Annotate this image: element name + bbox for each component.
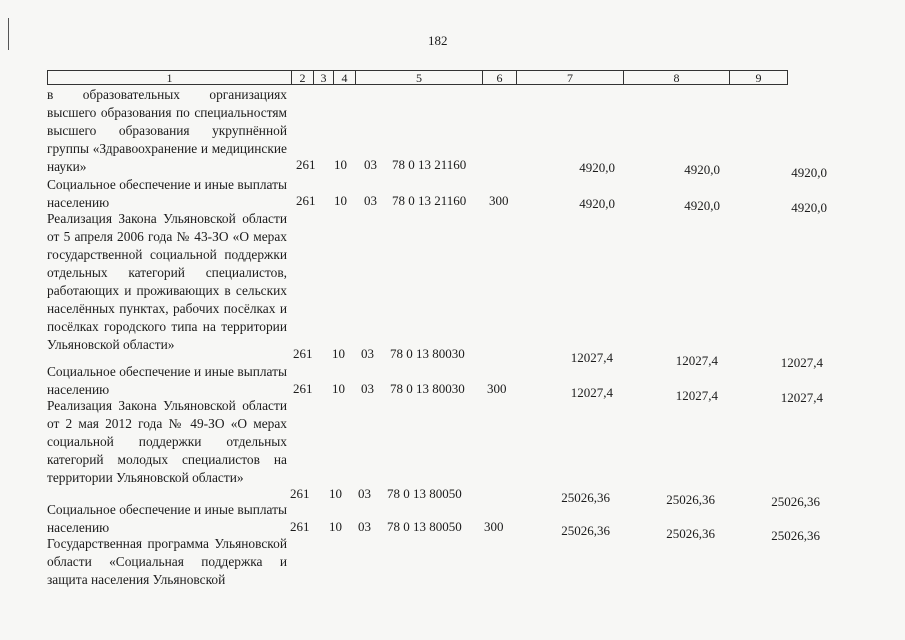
row-description: в образовательных организациях высшего образования по специальностям высшего образования укрупнённой группы «Здравоохранение и медицинские науки»	[47, 87, 287, 174]
row-col-5: 78 0 13 21160	[392, 193, 467, 208]
header-col-9: 9	[730, 70, 788, 85]
row-col-2: 261	[290, 486, 310, 501]
row-col-4: 03	[358, 486, 371, 501]
page-number: 182	[428, 33, 448, 48]
row-col-3: 10	[334, 157, 347, 172]
row-col-9: 4920,0	[791, 200, 827, 215]
row-col-4: 03	[364, 157, 377, 172]
header-col-6: 6	[483, 70, 517, 85]
row-col-4: 03	[358, 519, 371, 534]
row-col-9: 12027,4	[780, 355, 823, 370]
row-col-7: 4920,0	[579, 196, 615, 211]
header-col-4: 4	[334, 70, 356, 85]
row-col-8: 25026,36	[666, 526, 715, 541]
row-col-2: 261	[290, 519, 310, 534]
row-col-8: 12027,4	[675, 388, 718, 403]
row-col-8: 4920,0	[684, 162, 720, 177]
header-col-2: 2	[292, 70, 314, 85]
scan-edge-mark	[8, 18, 9, 50]
row-col-6: 300	[487, 381, 507, 396]
row-col-4: 03	[361, 381, 374, 396]
row-description: Государственная программа Ульяновской области «Социальная поддержка и защита населения Ульяновской	[47, 536, 287, 587]
row-col-5: 78 0 13 80030	[390, 346, 465, 361]
row-col-7: 4920,0	[579, 160, 615, 175]
row-col-7: 12027,4	[570, 385, 613, 400]
row-col-2: 261	[293, 381, 313, 396]
row-col-7: 25026,36	[561, 523, 610, 538]
row-col-2: 261	[296, 193, 316, 208]
row-description: Социальное обеспечение и иные выплаты населению	[47, 364, 287, 397]
row-description: Реализация Закона Ульяновской области от 5 апреля 2006 года № 43-ЗО «О мерах государственной социальной поддержки отдельных категорий специалистов, работающих и проживающих в сельских населённых пунктах, рабочих посёлках и посёлках городского типа на территории Ульяновской области»	[47, 211, 287, 352]
row-col-8: 12027,4	[675, 353, 718, 368]
row-col-9: 25026,36	[771, 494, 820, 509]
row-col-5: 78 0 13 80050	[387, 519, 462, 534]
row-col-3: 10	[329, 519, 342, 534]
header-col-7: 7	[517, 70, 624, 85]
row-col-3: 10	[332, 346, 345, 361]
row-col-8: 25026,36	[666, 492, 715, 507]
row-description: Социальное обеспечение и иные выплаты населению	[47, 502, 287, 535]
row-col-3: 10	[334, 193, 347, 208]
row-description: Реализация Закона Ульяновской области от 2 мая 2012 года № 49-ЗО «О мерах социальной поддержки отдельных категорий молодых специалистов на территории Ульяновской области»	[47, 398, 287, 485]
row-col-9: 12027,4	[780, 390, 823, 405]
row-col-9: 25026,36	[771, 528, 820, 543]
header-col-8: 8	[624, 70, 730, 85]
header-col-3: 3	[314, 70, 334, 85]
row-description: Социальное обеспечение и иные выплаты населению	[47, 177, 287, 210]
row-col-4: 03	[361, 346, 374, 361]
row-col-5: 78 0 13 21160	[392, 157, 467, 172]
header-col-1: 1	[47, 70, 292, 85]
table-header	[47, 66, 788, 88]
row-col-9: 4920,0	[791, 165, 827, 180]
row-col-8: 4920,0	[684, 198, 720, 213]
row-col-5: 78 0 13 80030	[390, 381, 465, 396]
header-col-5: 5	[356, 70, 483, 85]
row-col-6: 300	[489, 193, 509, 208]
row-col-7: 25026,36	[561, 490, 610, 505]
row-col-3: 10	[332, 381, 345, 396]
row-col-2: 261	[293, 346, 313, 361]
row-col-7: 12027,4	[570, 350, 613, 365]
row-col-2: 261	[296, 157, 316, 172]
row-col-4: 03	[364, 193, 377, 208]
row-col-3: 10	[329, 486, 342, 501]
row-col-6: 300	[484, 519, 504, 534]
row-col-5: 78 0 13 80050	[387, 486, 462, 501]
